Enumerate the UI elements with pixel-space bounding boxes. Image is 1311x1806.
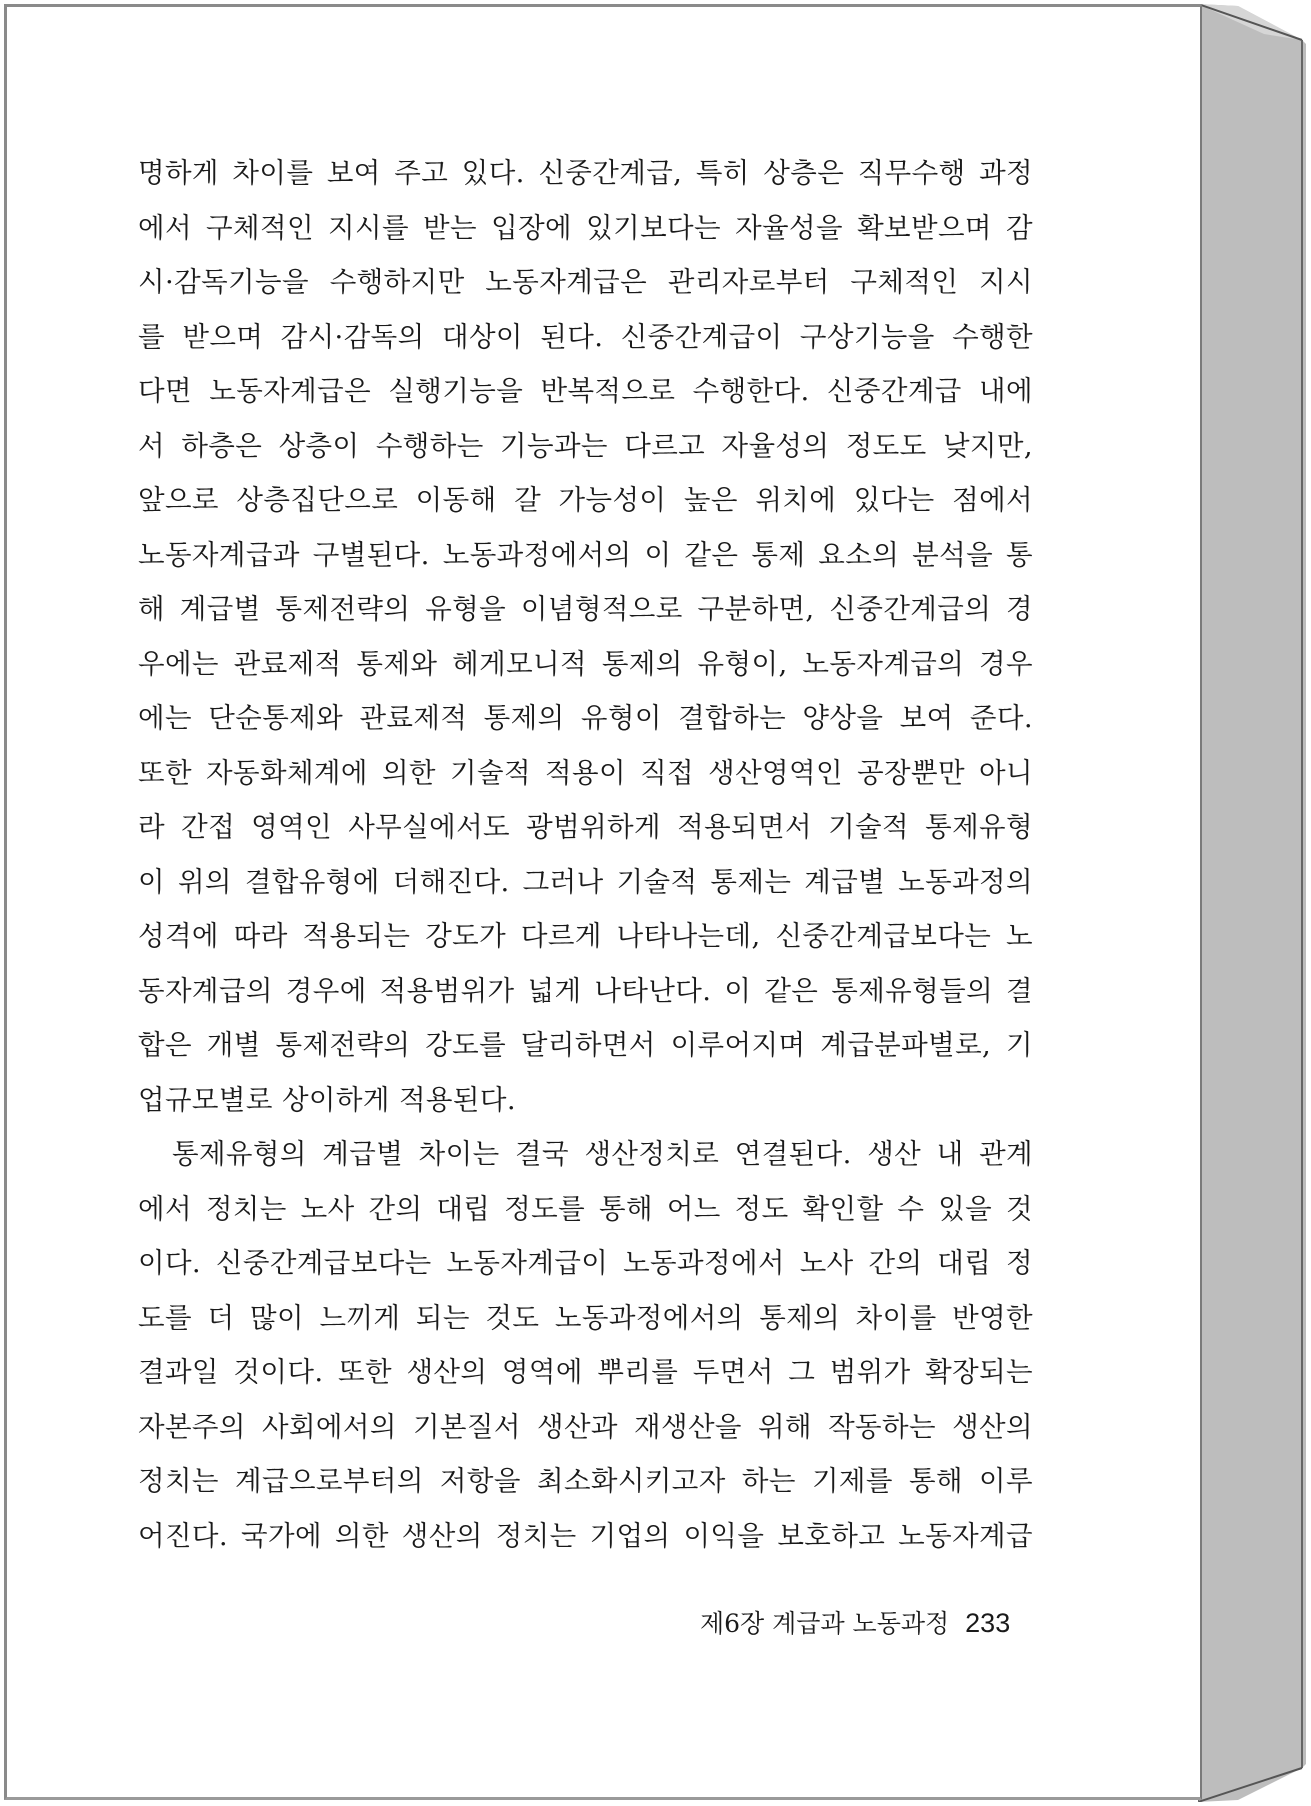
text-line: 다면 노동자계급은 실행기능을 반복적으로 수행한다. 신중간계급 내에 [138, 375, 1033, 407]
text-line: 에서 정치는 노사 간의 대립 정도를 통해 어느 정도 확인할 수 있을 것 [138, 1192, 1033, 1225]
text-line: 에서 구체적인 지시를 받는 입장에 있기보다는 자율성을 확보받으며 감 [138, 211, 1033, 244]
text-line: 서 하층은 상층이 수행하는 기능과는 다르고 자율성의 정도도 낮지만, [138, 429, 1033, 462]
text-line: 또한 자동화체계에 의한 기술적 적용이 직접 생산영역인 공장뿐만 아니 [138, 756, 1033, 789]
text-line: 결과일 것이다. 또한 생산의 영역에 뿌리를 두면서 그 범위가 확장되는 [138, 1356, 1033, 1388]
running-footer [700, 1604, 1011, 1640]
book-spine [1198, 4, 1308, 1802]
text-line: 도를 더 많이 느끼게 되는 것도 노동과정에서의 통제의 차이를 반영한 [138, 1301, 1033, 1334]
text-line: 해 계급별 통제전략의 유형을 이념형적으로 구분하면, 신중간계급의 경 [138, 593, 1033, 625]
text-line: 성격에 따라 적용되는 강도가 다르게 나타나는데, 신중간계급보다는 노 [138, 920, 1033, 952]
text-line: 명하게 차이를 보여 주고 있다. 신중간계급, 특히 상층은 직무수행 과정 [138, 157, 1033, 189]
text-line: 시·감독기능을 수행하지만 노동자계급은 관리자로부터 구체적인 지시 [138, 266, 1033, 298]
text-line: 합은 개별 통제전략의 강도를 달리하면서 이루어지며 계급분파별로, 기 [138, 1029, 1033, 1061]
text-line: 에는 단순통제와 관료제적 통제의 유형이 결합하는 양상을 보여 준다. [138, 702, 1033, 734]
body-text [138, 146, 1033, 1563]
text-line: 업규모별로 상이하게 적용된다. [138, 1083, 516, 1116]
text-line: 우에는 관료제적 통제와 헤게모니적 통제의 유형이, 노동자계급의 경우 [138, 647, 1033, 680]
text-line: 이 위의 결합유형에 더해진다. 그러나 기술적 통제는 계급별 노동과정의 [138, 865, 1033, 898]
chapter-title: 제6장 계급과 노동과정 [700, 1609, 950, 1638]
text-line: 자본주의 사회에서의 기본질서 생산과 재생산을 위해 작동하는 생산의 [138, 1410, 1033, 1443]
text-line: 이다. 신중간계급보다는 노동자계급이 노동과정에서 노사 간의 대립 정 [138, 1247, 1033, 1279]
text-line: 정치는 계급으로부터의 저항을 최소화시키고자 하는 기제를 통해 이루 [138, 1465, 1033, 1497]
text-line: 를 받으며 감시·감독의 대상이 된다. 신중간계급이 구상기능을 수행한 [138, 320, 1033, 353]
text-line: 앞으로 상층집단으로 이동해 갈 가능성이 높은 위치에 있다는 점에서 [138, 484, 1033, 516]
text-line: 노동자계급과 구별된다. 노동과정에서의 이 같은 통제 요소의 분석을 통 [138, 538, 1033, 571]
text-line: 어진다. 국가에 의한 생산의 정치는 기업의 이익을 보호하고 노동자계급 [138, 1519, 1033, 1552]
page-number: 233 [965, 1608, 1011, 1638]
text-line: 통제유형의 계급별 차이는 결국 생산정치로 연결된다. 생산 내 관계 [172, 1138, 1033, 1170]
text-line: 동자계급의 경우에 적용범위가 넓게 나타난다. 이 같은 통제유형들의 결 [138, 974, 1033, 1007]
text-line: 라 간접 영역인 사무실에서도 광범위하게 적용되면서 기술적 통제유형 [138, 811, 1033, 843]
